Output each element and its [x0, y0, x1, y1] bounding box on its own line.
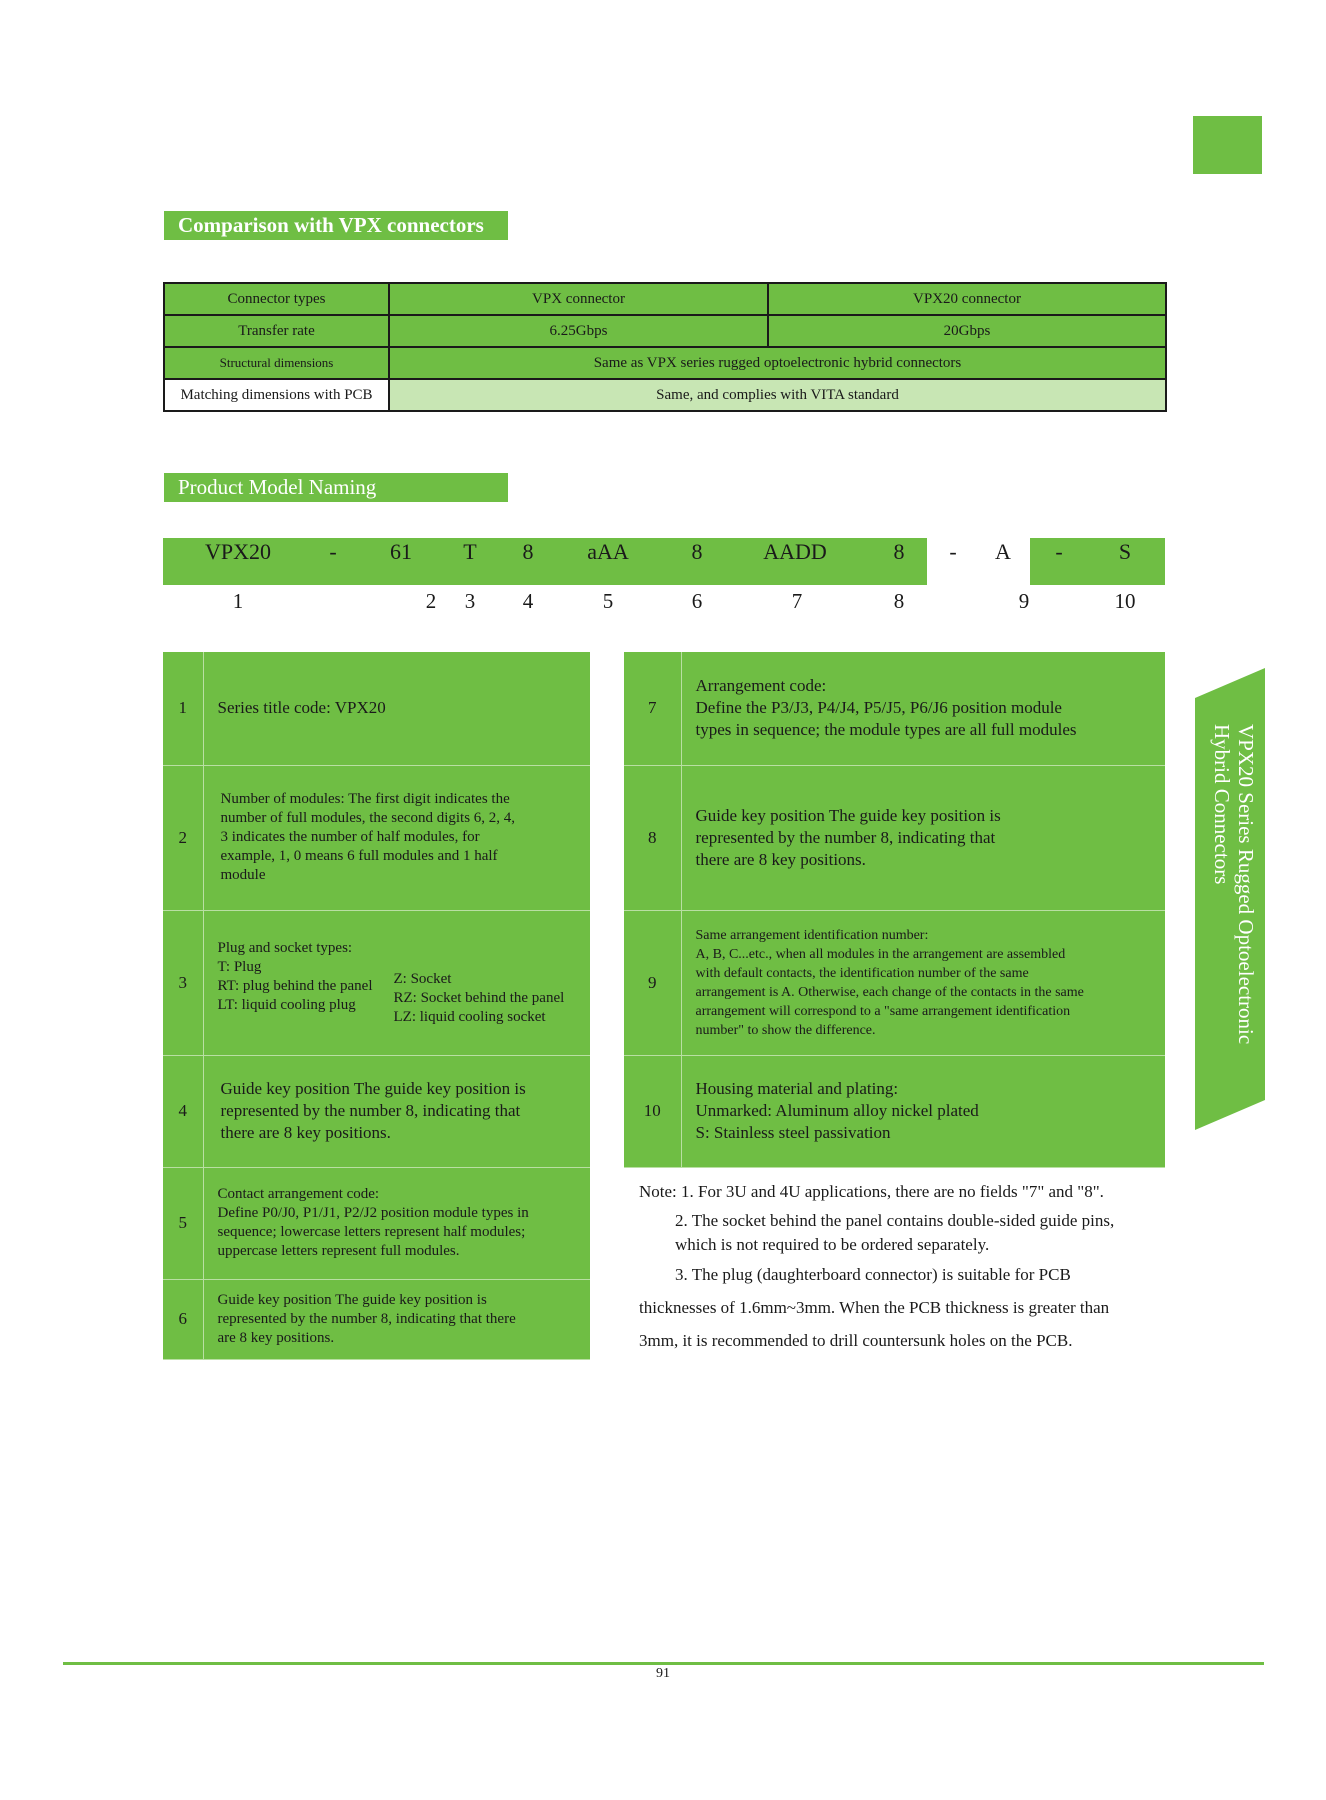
table-cell: Transfer rate — [164, 315, 389, 347]
field-line: LT: liquid cooling plug — [217, 996, 356, 1013]
model-segment: - — [949, 539, 957, 564]
note-line: Note: 1. For 3U and 4U applications, there are no fields "7" and "8". — [639, 1182, 1104, 1201]
field-row — [624, 1055, 1165, 1167]
field-line: arrangement is A. Otherwise, each change of the contacts in the same — [695, 984, 1084, 1000]
model-segment: T — [463, 539, 477, 564]
model-segment: - — [1055, 539, 1063, 564]
note-line: thicknesses of 1.6mm~3mm. When the PCB thickness is greater than — [639, 1298, 1110, 1317]
field-number: 6 — [163, 1279, 203, 1359]
model-segment: AADD — [763, 539, 827, 564]
field-number: 8 — [624, 765, 681, 910]
position-number: 2 — [425, 589, 437, 613]
field-line: Plug and socket types: — [217, 939, 353, 956]
field-line: A, B, C...etc., when all modules in the arrangement are assembled — [695, 946, 1066, 962]
field-line: Define P0/J0, P1/J1, P2/J2 position module types in — [217, 1205, 529, 1221]
field-line: are 8 key positions. — [217, 1329, 335, 1346]
field-line: Same arrangement identification number: — [695, 927, 929, 943]
field-line: there are 8 key positions. — [220, 1123, 391, 1142]
field-line: Housing material and plating: — [695, 1079, 899, 1098]
model-segment: VPX20 — [204, 539, 271, 564]
position-number: 5 — [602, 589, 614, 613]
field-line: uppercase letters represent full modules. — [217, 1243, 460, 1259]
page-number: 91 — [656, 1666, 670, 1681]
side-tab-line: Hybrid Connectors — [1210, 724, 1234, 885]
field-line: LZ: liquid cooling socket — [393, 1008, 546, 1025]
corner-tab — [1193, 116, 1262, 174]
socket-column — [394, 958, 565, 1027]
side-tab-line: VPX20 Series Rugged Optoelectronic — [1234, 724, 1258, 1045]
field-description — [681, 652, 1165, 765]
field-description — [203, 765, 590, 910]
table-cell: 20Gbps — [768, 315, 1166, 347]
model-segment: 61 — [390, 539, 412, 564]
field-line: Arrangement code: — [695, 676, 827, 696]
field-line: Z: Socket — [393, 970, 452, 987]
field-line: 3 indicates the number of half modules, for — [220, 829, 480, 845]
field-row — [163, 1055, 590, 1167]
position-number: 9 — [1018, 589, 1030, 613]
field-line: Contact arrangement code: — [217, 1186, 380, 1202]
note-line: 2. The socket behind the panel contains double-sided guide pins, — [675, 1211, 1115, 1230]
field-line: RT: plug behind the panel — [217, 977, 373, 994]
field-line: number of full modules, the second digits 6, 2, 4, — [220, 810, 516, 826]
plug-socket-grid — [218, 958, 577, 1027]
field-line: Guide key position The guide key position is — [217, 1291, 487, 1308]
table-cell: Connector types — [164, 283, 389, 315]
plug-column — [218, 958, 394, 1027]
position-number: 1 — [232, 589, 244, 613]
table-cell: VPX20 connector — [768, 283, 1166, 315]
table-cell: Structural dimensions — [164, 347, 389, 379]
field-table-right — [624, 652, 1165, 1168]
field-table-left — [163, 652, 590, 1360]
field-line: Number of modules: The first digit indicates the — [220, 791, 510, 807]
field-line: RZ: Socket behind the panel — [393, 989, 565, 1006]
field-line: T: Plug — [217, 958, 262, 975]
field-row — [163, 1279, 590, 1359]
side-tab-text — [1210, 724, 1258, 1044]
field-description — [203, 652, 590, 765]
field-line: Series title code: VPX20 — [217, 698, 386, 718]
notes — [639, 1180, 1159, 1353]
field-line: represented by the number 8, indicating that — [695, 827, 996, 847]
field-description — [203, 1055, 590, 1167]
field-line: with default contacts, the identification number of the same — [695, 965, 1029, 981]
field-line: there are 8 key positions. — [695, 849, 866, 869]
table-cell: VPX connector — [389, 283, 768, 315]
field-line: number" to show the difference. — [695, 1022, 876, 1038]
field-row — [163, 765, 590, 910]
model-segment: aAA — [587, 539, 629, 564]
field-line: represented by the number 8, indicating that — [220, 1101, 521, 1120]
field-description — [681, 1055, 1165, 1167]
position-number: 8 — [893, 589, 905, 613]
field-line: Define the P3/J3, P4/J4, P5/J5, P6/J6 position module — [695, 698, 1062, 718]
comparison-table — [163, 282, 1167, 412]
field-number: 1 — [163, 652, 203, 765]
table-row — [164, 315, 1166, 347]
note-line: 3mm, it is recommended to drill countersunk holes on the PCB. — [639, 1331, 1073, 1350]
field-description — [203, 910, 590, 1055]
field-line: example, 1, 0 means 6 full modules and 1 half — [220, 848, 498, 864]
model-segment: 8 — [522, 539, 534, 564]
field-line: arrangement will correspond to a "same arrangement identification — [695, 1003, 1071, 1019]
field-description — [681, 910, 1165, 1055]
position-number: 3 — [464, 589, 476, 613]
field-number: 5 — [163, 1167, 203, 1279]
field-number: 9 — [624, 910, 681, 1055]
table-row — [164, 347, 1166, 379]
field-number: 3 — [163, 910, 203, 1055]
model-segment: A — [995, 539, 1011, 564]
table-cell: Same, and complies with VITA standard — [389, 379, 1166, 411]
field-row — [624, 652, 1165, 765]
model-segment: - — [329, 539, 337, 564]
model-segment: 8 — [691, 539, 703, 564]
field-row — [624, 765, 1165, 910]
field-description — [203, 1279, 590, 1359]
field-line: Guide key position The guide key position is — [220, 1079, 526, 1098]
field-line: Guide key position The guide key position is — [695, 805, 1001, 825]
field-number: 4 — [163, 1055, 203, 1167]
field-line: types in sequence; the module types are all full modules — [695, 720, 1077, 740]
field-line: S: Stainless steel passivation — [695, 1123, 891, 1142]
field-row — [163, 1167, 590, 1279]
field-description — [681, 765, 1165, 910]
field-number: 10 — [624, 1055, 681, 1167]
note-line: 3. The plug (daughterboard connector) is suitable for PCB — [675, 1265, 1071, 1284]
position-number: 4 — [522, 589, 534, 613]
field-number: 2 — [163, 765, 203, 910]
table-cell: Matching dimensions with PCB — [164, 379, 389, 411]
position-number: 7 — [791, 589, 803, 613]
note-line: which is not required to be ordered separately. — [675, 1235, 990, 1254]
table-cell: Same as VPX series rugged optoelectronic hybrid connectors — [389, 347, 1166, 379]
footer-divider — [63, 1662, 1264, 1665]
comparison-section-title: Comparison with VPX connectors — [164, 211, 508, 240]
field-description — [203, 1167, 590, 1279]
table-cell: 6.25Gbps — [389, 315, 768, 347]
field-line: sequence; lowercase letters represent half modules; — [217, 1224, 526, 1240]
table-row — [164, 283, 1166, 315]
position-number: 6 — [691, 589, 703, 613]
field-line: Unmarked: Aluminum alloy nickel plated — [695, 1101, 979, 1120]
field-row — [624, 910, 1165, 1055]
position-number: 10 — [1114, 589, 1136, 613]
field-number: 7 — [624, 652, 681, 765]
field-row — [163, 652, 590, 765]
naming-section-title: Product Model Naming — [164, 473, 508, 502]
field-line: module — [220, 867, 266, 883]
table-row — [164, 379, 1166, 411]
field-row — [163, 910, 590, 1055]
model-segment: S — [1118, 539, 1132, 564]
field-line: represented by the number 8, indicating that there — [217, 1310, 516, 1327]
model-segment: 8 — [893, 539, 905, 564]
